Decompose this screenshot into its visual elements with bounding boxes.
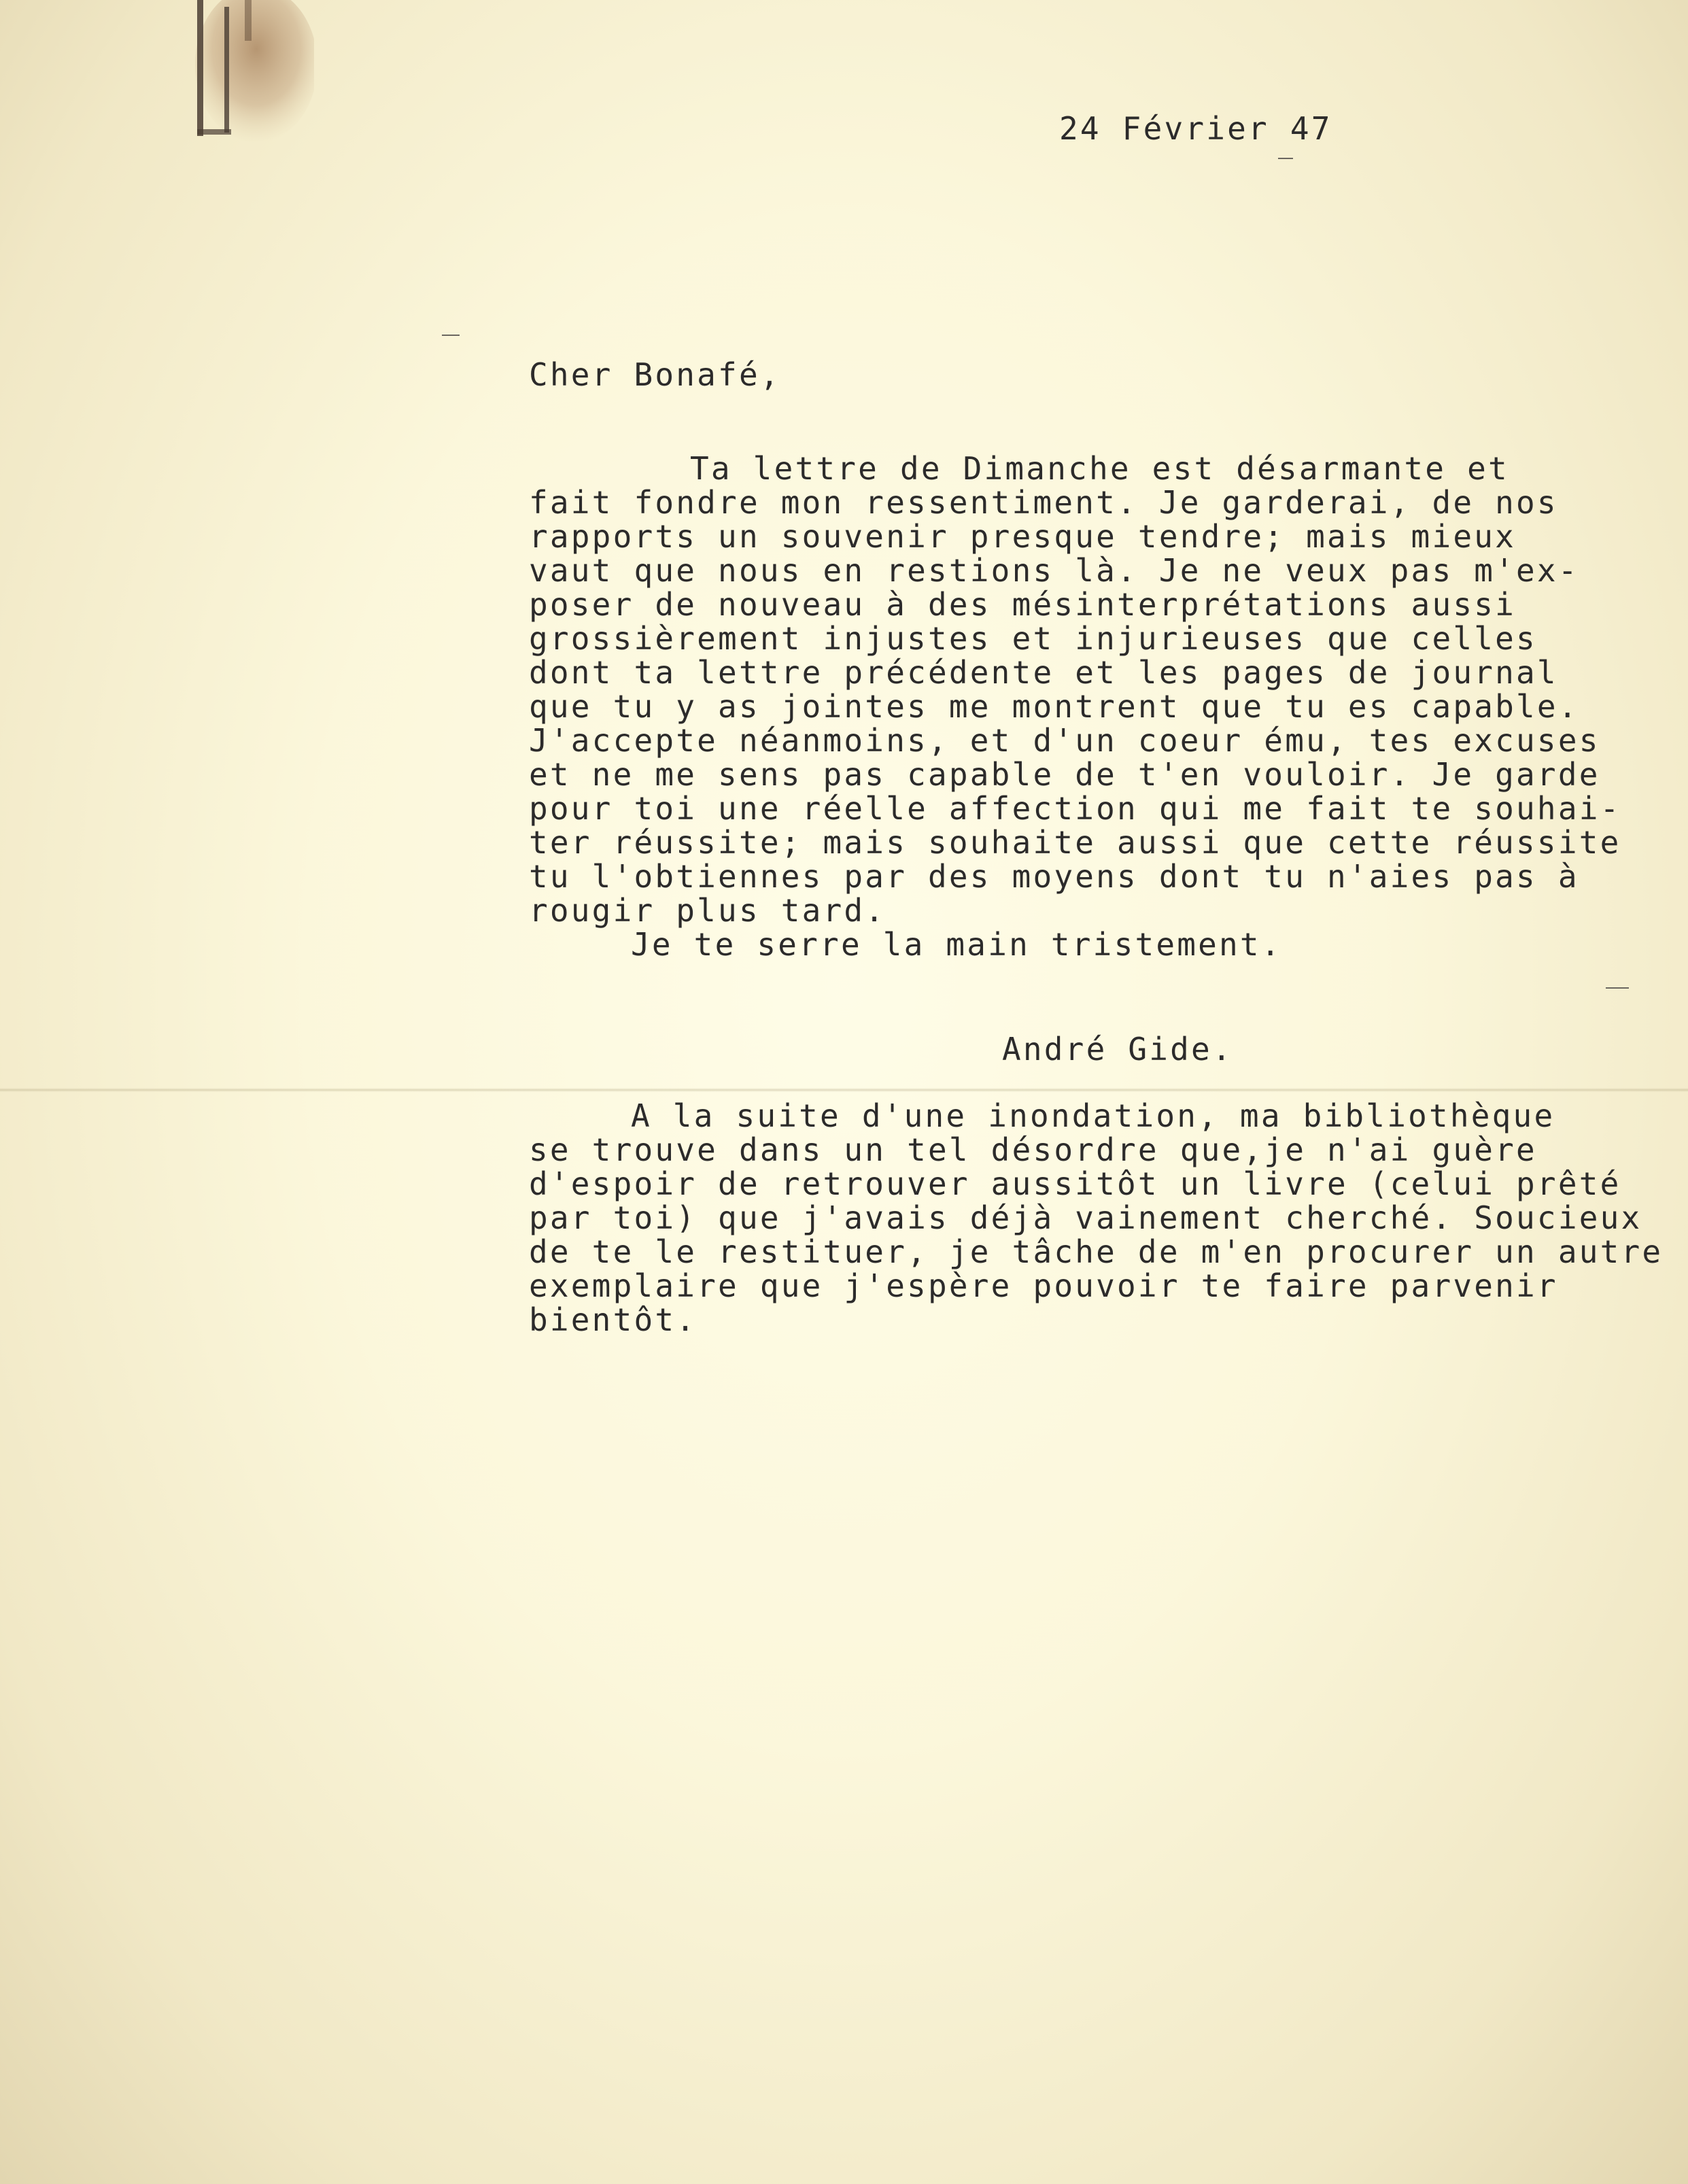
underline-mark: [1278, 158, 1293, 159]
postscript-line: d'espoir de retrouver aussitôt un livre (celui prêté: [529, 1165, 1621, 1202]
postscript-line: par toi) que j'avais déjà vainement cherché. Soucieux: [529, 1199, 1642, 1236]
body-line: et ne me sens pas capable de t'en vouloir. Je garde: [529, 756, 1600, 793]
letter-date: 24 Février 47: [1059, 110, 1332, 147]
letter-salutation: Cher Bonafé,: [529, 356, 781, 393]
body-line: grossièrement injustes et injurieuses que celles: [529, 620, 1537, 657]
paper-fold-line: [0, 1088, 1688, 1092]
body-line: fait fondre mon ressentiment. Je garderai, de nos: [529, 484, 1558, 521]
body-line: dont ta lettre précédente et les pages de journal: [529, 654, 1558, 691]
body-line: rapports un souvenir presque tendre; mais mieux: [529, 518, 1517, 555]
letter-closing: Je te serre la main tristement.: [631, 926, 1282, 963]
postscript-line: exemplaire que j'espère pouvoir te faire parvenir: [529, 1267, 1558, 1304]
letter-signature: André Gide.: [1002, 1031, 1233, 1068]
paper-clip-stain: [192, 0, 314, 146]
postscript-line: de te le restituer, je tâche de m'en procurer un autre: [529, 1233, 1664, 1270]
postscript-line: A la suite d'une inondation, ma bibliothèque: [631, 1097, 1555, 1134]
body-line: J'accepte néanmoins, et d'un coeur ému, tes excuses: [529, 722, 1600, 759]
body-line: ter réussite; mais souhaite aussi que cette réussite: [529, 824, 1621, 861]
margin-mark: [442, 335, 460, 336]
body-line: tu l'obtiennes par des moyens dont tu n'aies pas à: [529, 858, 1579, 895]
body-line: rougir plus tard.: [529, 892, 886, 929]
body-line: pour toi une réelle affection qui me fait te souhai-: [529, 790, 1621, 827]
margin-mark: [1606, 987, 1629, 989]
postscript-line: se trouve dans un tel désordre que,je n'ai guère: [529, 1131, 1537, 1168]
postscript-line: bientôt.: [529, 1301, 697, 1338]
body-line: vaut que nous en restions là. Je ne veux pas m'ex-: [529, 552, 1579, 589]
body-line: que tu y as jointes me montrent que tu es capable.: [529, 688, 1579, 725]
body-line: poser de nouveau à des mésinterprétations aussi: [529, 586, 1517, 623]
body-line: Ta lettre de Dimanche est désarmante et: [690, 450, 1509, 487]
